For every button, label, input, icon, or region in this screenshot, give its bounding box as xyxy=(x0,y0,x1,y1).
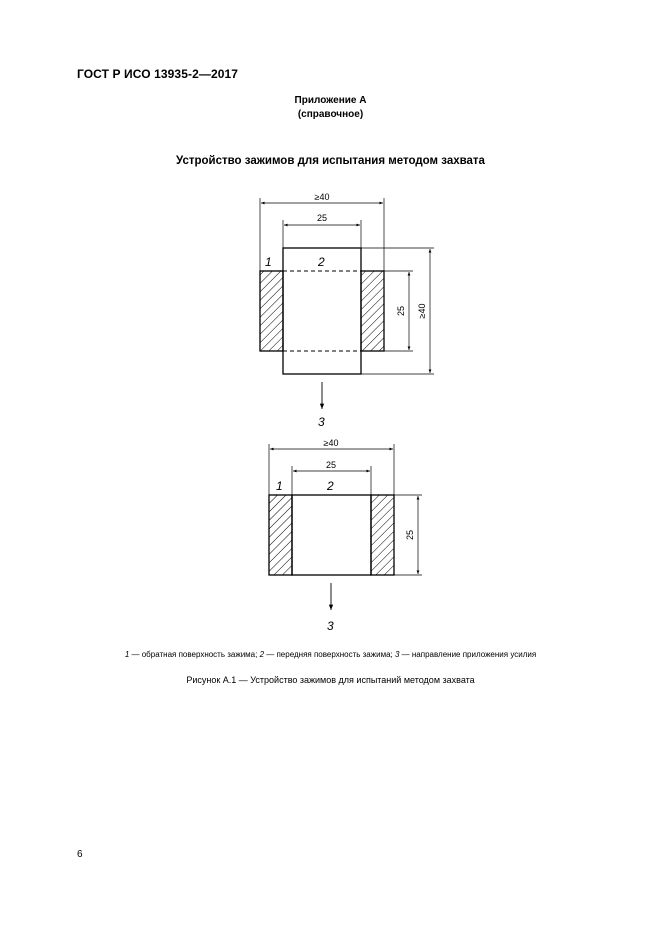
top-clamp-right xyxy=(361,271,384,351)
top-dim-width-outer: ≥40 xyxy=(314,192,330,202)
legend-key-2: 2 xyxy=(259,650,265,659)
bottom-dim-width-outer: ≥40 xyxy=(323,438,339,448)
section-title: Устройство зажимов для испытания методом захвата xyxy=(176,155,485,167)
legend-text-1: — обратная поверхность зажима; xyxy=(129,650,260,659)
legend-text-3: — направление приложения усилия xyxy=(399,650,537,659)
bottom-dim-height-clamp: 25 xyxy=(405,529,415,541)
bottom-dim-width-inner: 25 xyxy=(325,460,337,470)
page-number: 6 xyxy=(77,849,83,860)
top-callout-1: 1 xyxy=(265,255,272,269)
bottom-clamp-right xyxy=(371,495,394,575)
top-dim-width-inner: 25 xyxy=(316,213,328,223)
top-drawing xyxy=(260,192,434,429)
top-callout-2: 2 xyxy=(318,255,325,269)
bottom-callout-3: 3 xyxy=(327,619,334,633)
bottom-callout-2: 2 xyxy=(327,479,334,493)
top-callout-3: 3 xyxy=(318,415,325,429)
annex-type: (справочное) xyxy=(297,109,364,120)
document-number: ГОСТ Р ИСО 13935-2—2017 xyxy=(77,67,239,81)
legend-key-1: 1 xyxy=(124,650,130,659)
legend-key-3: 3 xyxy=(394,650,400,659)
top-clamp-left xyxy=(260,271,283,351)
legend-text-2: — передняя поверхность зажима; xyxy=(264,650,395,659)
annex-title: Приложение А xyxy=(294,95,367,106)
bottom-callout-1: 1 xyxy=(276,479,283,493)
bottom-drawing xyxy=(269,438,422,633)
bottom-specimen xyxy=(292,495,371,575)
bottom-clamp-left xyxy=(269,495,292,575)
figure-legend xyxy=(0,650,661,659)
top-dim-height-outer: ≥40 xyxy=(417,303,427,319)
top-dim-height-clamp: 25 xyxy=(396,305,406,317)
figure-caption: Рисунок А.1 — Устройство зажимов для испытаний методом захвата xyxy=(186,675,475,685)
